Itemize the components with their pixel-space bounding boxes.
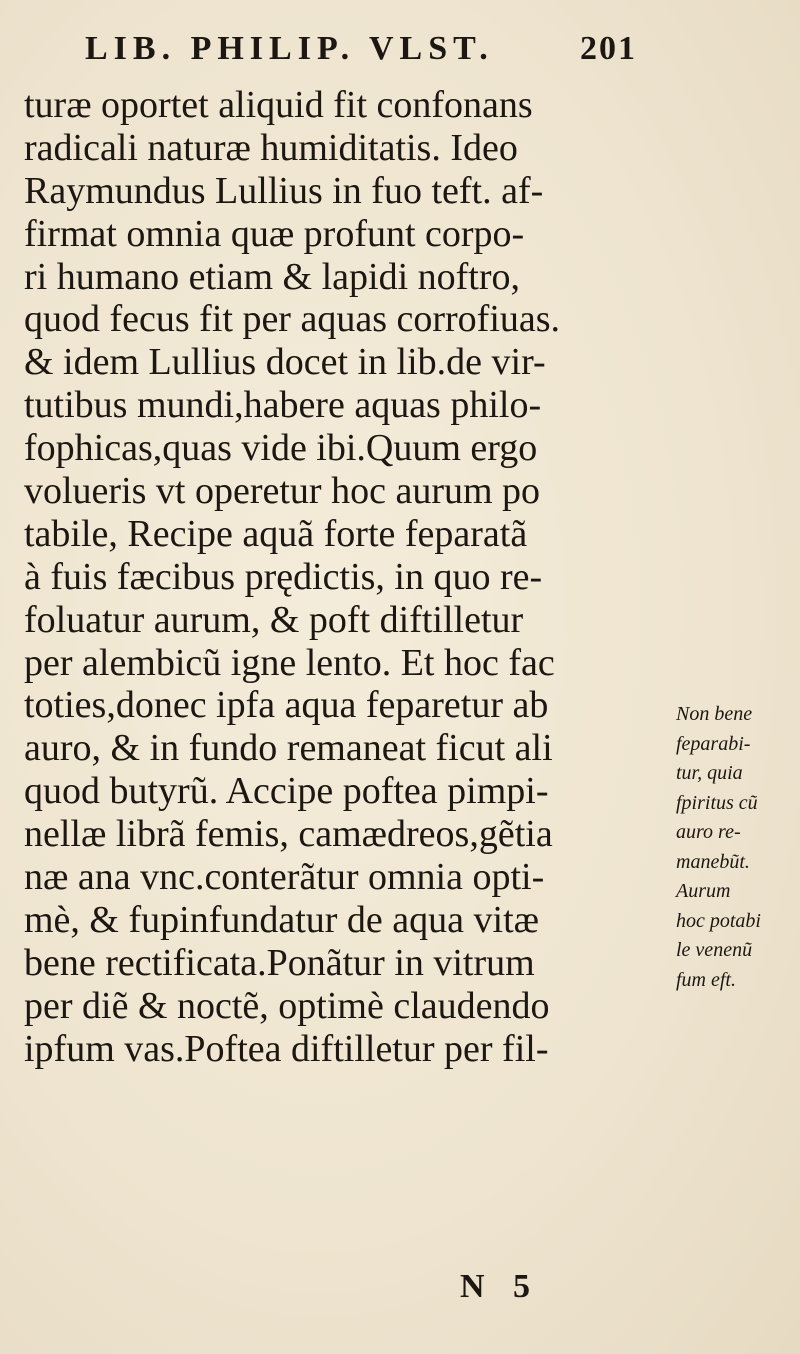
- margin-line: auro re-: [676, 821, 741, 843]
- text-line: ipfum vas.Poftea diftilletur per fil-: [24, 1027, 549, 1070]
- text-line: auro, & in fundo remaneat ficut ali: [24, 727, 553, 770]
- text-line: tutibus mundi,habere aquas philo-: [24, 384, 542, 427]
- running-head: LIB. PHILIP. VLST.: [85, 30, 494, 67]
- text-line: turæ oportet aliquid fit confonans: [24, 84, 533, 126]
- text-line: bene rectificata.Ponãtur in vitrum: [24, 941, 535, 984]
- text-line: à fuis fæcibus prędictis, in quo re-: [24, 555, 543, 598]
- text-line: per alembicũ igne lento. Et hoc fac: [24, 641, 555, 684]
- page-header: [0, 30, 800, 70]
- margin-line: hoc potabi: [676, 909, 761, 932]
- text-line: foluatur aurum, & poft diftilletur: [24, 598, 524, 641]
- text-line: nellæ librã femis, camædreos,gẽtia: [24, 813, 553, 856]
- signature-mark: N 5: [460, 1268, 541, 1305]
- text-line: radicali naturæ humiditatis. Ideo: [24, 126, 518, 169]
- text-line: per diẽ & noctẽ, optimè claudendo: [24, 984, 550, 1027]
- text-line: volueris vt operetur hoc aurum po: [24, 470, 541, 513]
- text-line: quod fecus fit per aquas corrofiuas.: [24, 298, 561, 341]
- margin-line: Aurum: [676, 880, 731, 902]
- text-line: & idem Lullius docet in lib.de vir-: [24, 341, 546, 384]
- text-line: næ ana vnc.conterãtur omnia opti-: [24, 856, 545, 899]
- text-line: firmat omnia quæ profunt corpo-: [24, 212, 525, 255]
- marginal-note: [676, 700, 798, 995]
- main-text-block: [24, 84, 644, 1070]
- margin-line: fum eft.: [676, 968, 736, 991]
- margin-line: fpiritus cũ: [676, 791, 758, 814]
- text-line: fophicas,quas vide ibi.Quum ergo: [24, 427, 538, 470]
- margin-line: Non bene: [676, 703, 753, 725]
- page-number: 201: [580, 30, 637, 67]
- text-line: toties,donec ipfa aqua feparetur ab: [24, 684, 549, 727]
- text-line: quod butyrũ. Accipe poftea pimpi-: [24, 770, 549, 813]
- margin-line: manebũt.: [676, 850, 750, 873]
- text-line: mè, & fupinfundatur de aqua vitæ: [24, 898, 539, 941]
- margin-line: feparabi-: [676, 732, 751, 755]
- text-line: Raymundus Lullius in fuo teft. af-: [24, 169, 544, 212]
- margin-line: le venenũ: [676, 939, 753, 961]
- text-line: tabile, Recipe aquã forte feparatã: [24, 512, 528, 555]
- margin-line: tur, quia: [676, 762, 743, 784]
- text-line: ri humano etiam & lapidi noftro,: [24, 255, 521, 298]
